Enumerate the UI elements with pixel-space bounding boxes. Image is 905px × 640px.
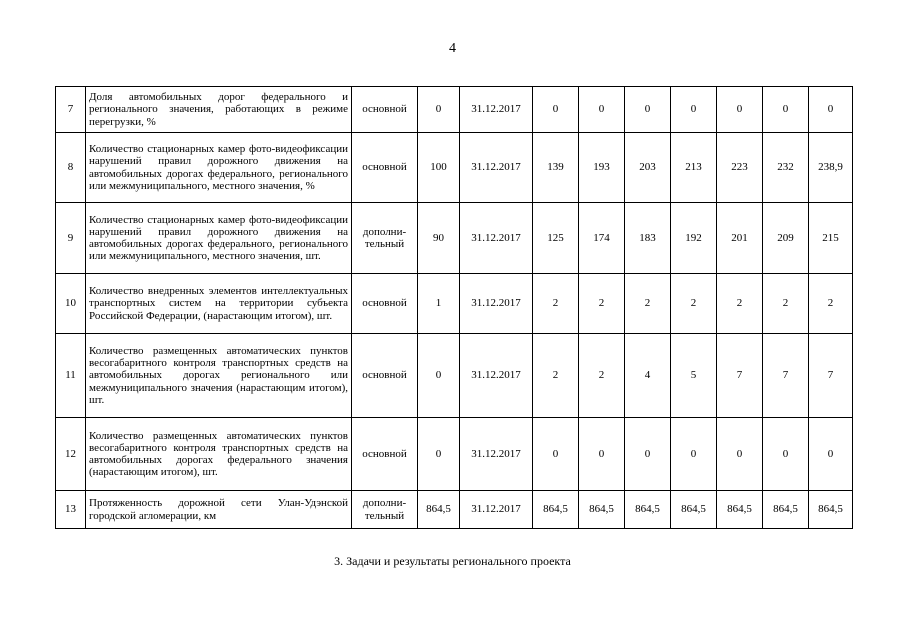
base-date-cell: 31.12.2017	[460, 133, 533, 203]
indicator-type-cell: основной	[352, 133, 418, 203]
year-value-cell: 864,5	[671, 491, 717, 529]
year-value-cell: 864,5	[809, 491, 853, 529]
year-value-cell: 232	[763, 133, 809, 203]
table-row	[56, 87, 853, 133]
year-value-cell: 183	[625, 203, 671, 274]
indicators-table	[55, 86, 853, 529]
indicator-description-cell: Доля автомобильных дорог федерального и регионального значения, работающих в режиме перегрузки, %	[86, 87, 352, 133]
page-number: 4	[449, 41, 456, 56]
year-value-cell: 139	[533, 133, 579, 203]
base-date-cell: 31.12.2017	[460, 491, 533, 529]
year-value-cell: 203	[625, 133, 671, 203]
table-row	[56, 133, 853, 203]
year-value-cell: 0	[625, 87, 671, 133]
year-value-cell: 0	[809, 418, 853, 491]
year-value-cell: 0	[625, 418, 671, 491]
base-value-cell: 864,5	[418, 491, 460, 529]
base-value-cell: 0	[418, 418, 460, 491]
indicator-description-cell: Количество стационарных камер фото-видеофиксации нарушений правил дорожного движения на автомобильных дорогах федерального, регионального или межмуниципального, местного значения, %	[86, 133, 352, 203]
row-number-cell: 11	[56, 334, 86, 418]
table-row	[56, 203, 853, 274]
table-row	[56, 274, 853, 334]
year-value-cell: 0	[763, 87, 809, 133]
indicator-description-cell: Количество внедренных элементов интеллектуальных транспортных систем на территории субъекта Российской Федерации, (нарастающим итогом), шт.	[86, 274, 352, 334]
year-value-cell: 0	[763, 418, 809, 491]
year-value-cell: 125	[533, 203, 579, 274]
year-value-cell: 0	[717, 418, 763, 491]
row-number-cell: 13	[56, 491, 86, 529]
year-value-cell: 0	[579, 418, 625, 491]
row-number-cell: 12	[56, 418, 86, 491]
year-value-cell: 864,5	[763, 491, 809, 529]
table-row	[56, 491, 853, 529]
base-date-cell: 31.12.2017	[460, 334, 533, 418]
year-value-cell: 215	[809, 203, 853, 274]
year-value-cell: 2	[809, 274, 853, 334]
year-value-cell: 2	[763, 274, 809, 334]
table-body	[56, 87, 853, 529]
base-value-cell: 0	[418, 87, 460, 133]
year-value-cell: 0	[533, 87, 579, 133]
year-value-cell: 192	[671, 203, 717, 274]
year-value-cell: 864,5	[533, 491, 579, 529]
base-date-cell: 31.12.2017	[460, 87, 533, 133]
row-number-cell: 10	[56, 274, 86, 334]
year-value-cell: 2	[717, 274, 763, 334]
row-number-cell: 9	[56, 203, 86, 274]
year-value-cell: 0	[533, 418, 579, 491]
year-value-cell: 238,9	[809, 133, 853, 203]
indicator-description-cell: Протяженность дорожной сети Улан-Удэнской городской агломерации, км	[86, 491, 352, 529]
section-title: 3. Задачи и результаты регионального проекта	[334, 554, 571, 568]
year-value-cell: 213	[671, 133, 717, 203]
indicator-type-cell: основной	[352, 418, 418, 491]
year-value-cell: 0	[671, 87, 717, 133]
indicator-type-cell: основной	[352, 334, 418, 418]
base-date-cell: 31.12.2017	[460, 418, 533, 491]
base-date-cell: 31.12.2017	[460, 274, 533, 334]
year-value-cell: 7	[763, 334, 809, 418]
indicator-type-cell: дополни-тельный	[352, 491, 418, 529]
year-value-cell: 2	[579, 334, 625, 418]
year-value-cell: 5	[671, 334, 717, 418]
year-value-cell: 864,5	[625, 491, 671, 529]
year-value-cell: 7	[809, 334, 853, 418]
indicator-description-cell: Количество стационарных камер фото-видеофиксации нарушений правил дорожного движения на автомобильных дорогах федерального, регионального или межмуниципального, местного значения, шт.	[86, 203, 352, 274]
year-value-cell: 201	[717, 203, 763, 274]
base-value-cell: 90	[418, 203, 460, 274]
indicator-type-cell: основной	[352, 274, 418, 334]
year-value-cell: 2	[533, 274, 579, 334]
year-value-cell: 2	[533, 334, 579, 418]
table-row	[56, 334, 853, 418]
year-value-cell: 864,5	[579, 491, 625, 529]
year-value-cell: 209	[763, 203, 809, 274]
year-value-cell: 0	[717, 87, 763, 133]
year-value-cell: 2	[671, 274, 717, 334]
year-value-cell: 0	[671, 418, 717, 491]
base-value-cell: 0	[418, 334, 460, 418]
indicator-description-cell: Количество размещенных автоматических пунктов весогабаритного контроля транспортных средств на автомобильных дорогах регионального или межмуниципального значения (нарастающим итогом), шт.	[86, 334, 352, 418]
table-row	[56, 418, 853, 491]
year-value-cell: 2	[625, 274, 671, 334]
year-value-cell: 7	[717, 334, 763, 418]
base-date-cell: 31.12.2017	[460, 203, 533, 274]
year-value-cell: 0	[809, 87, 853, 133]
row-number-cell: 7	[56, 87, 86, 133]
year-value-cell: 0	[579, 87, 625, 133]
year-value-cell: 4	[625, 334, 671, 418]
indicator-description-cell: Количество размещенных автоматических пунктов весогабаритного контроля транспортных средств на автомобильных дорогах федерального значения (нарастающим итогом), шт.	[86, 418, 352, 491]
year-value-cell: 174	[579, 203, 625, 274]
year-value-cell: 193	[579, 133, 625, 203]
row-number-cell: 8	[56, 133, 86, 203]
base-value-cell: 100	[418, 133, 460, 203]
year-value-cell: 223	[717, 133, 763, 203]
year-value-cell: 864,5	[717, 491, 763, 529]
indicator-type-cell: основной	[352, 87, 418, 133]
base-value-cell: 1	[418, 274, 460, 334]
year-value-cell: 2	[579, 274, 625, 334]
indicator-type-cell: дополни-тельный	[352, 203, 418, 274]
